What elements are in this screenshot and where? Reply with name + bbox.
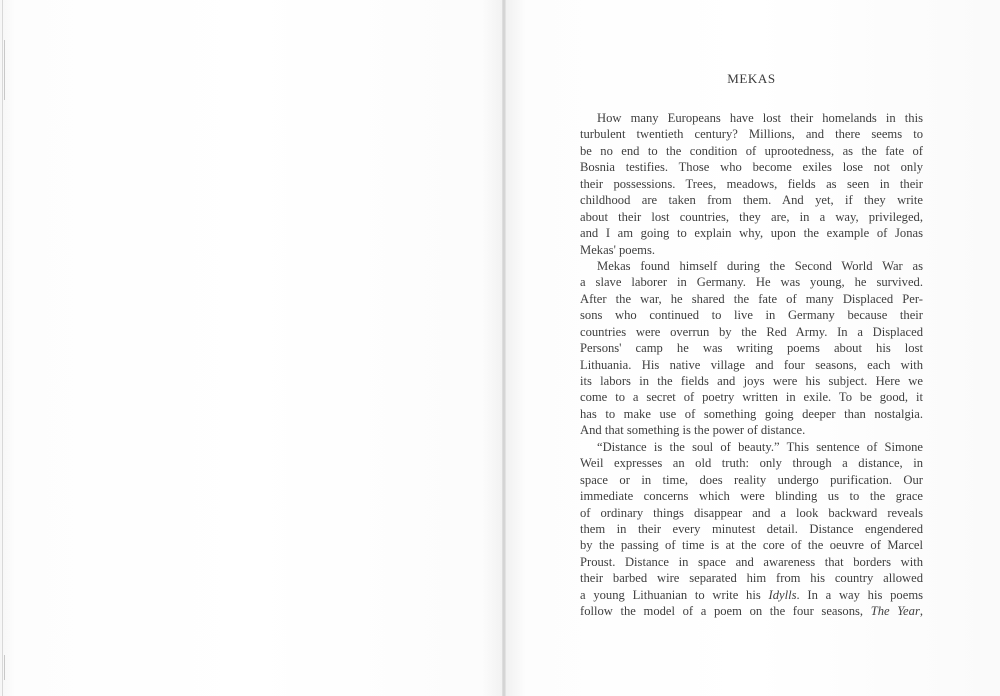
body-line: After the war, he shared the fate of many Displaced Per- [580,291,923,306]
body-line: Weil expresses an old truth: only through a distance, in [580,456,923,471]
year-title: The Year [870,604,920,619]
body-line: And that something is the power of distance. [580,423,806,438]
body-line: sons who continued to live in Germany because their [580,308,923,323]
running-head: MEKAS [727,71,776,86]
body-line-idylls [580,587,923,603]
left-page-edge [2,0,3,696]
body-line: How many Europeans have lost their homelands in this [597,111,923,125]
left-edge-mark-bottom [4,655,5,680]
body-line: of ordinary things disappear and a look backward reveals [580,505,923,520]
body-line: and I am going to explain why, upon the example of Jonas [580,226,923,241]
body-line: has to make use of something going deeper than nostalgia. [580,406,923,421]
left-edge-mark-top [4,40,5,100]
body-line: countries were overrun by the Red Army. In a Displaced [580,324,923,339]
body-line: “Distance is the soul of beauty.” This sentence of Simone [597,439,923,454]
body-lines [580,110,923,587]
body-line: their possessions. Trees, meadows, fields as seen in their [580,176,923,191]
body-line: them in their every minutest detail. Distance engendered [580,521,923,536]
body-line: Mekas' poems. [580,242,656,257]
body-line: turbulent twentieth century? Millions, and there seems to [580,127,923,142]
body-line: Mekas found himself during the Second World War as [597,258,923,273]
body-line: childhood are taken from them. And yet, if they write [580,193,923,208]
body-line: space or in time, does reality undergo purification. Our [580,472,923,487]
body-line: its labors in the fields and joys were his subject. Here we [580,374,923,388]
body-line: be no end to the condition of uprootedness, as the fate of [580,143,923,158]
body-line: immediate concerns which were blinding us to the grace [580,489,923,504]
body-line: about their lost countries, they are, in a way, privileged, [580,209,923,224]
body-line: their barbed wire separated him from his country allowed [580,571,923,586]
body-line: Lithuania. His native village and four seasons, each with [580,357,923,372]
year-before: follow the model of a poem on the four seasons, [580,604,871,619]
body-line: Persons' camp he was writing poems about his lost [580,341,923,356]
idylls-title: Idylls [768,587,797,602]
idylls-before: a young Lithuanian to write his [580,587,769,602]
body-line: by the passing of time is at the core of the oeuvre of Marcel [580,538,923,553]
body-line: Proust. Distance in space and awareness that borders with [580,554,923,569]
body-line: Bosnia testifies. Those who become exiles lose not only [580,160,923,175]
body-text [580,110,923,620]
year-after: , [919,604,923,619]
body-line: a slave laborer in Germany. He was young, he survived. [580,275,923,290]
idylls-after: . In a way his poems [796,587,924,602]
body-line: come to a secret of poetry written in exile. To be good, it [580,390,923,405]
body-line-year [580,603,923,619]
